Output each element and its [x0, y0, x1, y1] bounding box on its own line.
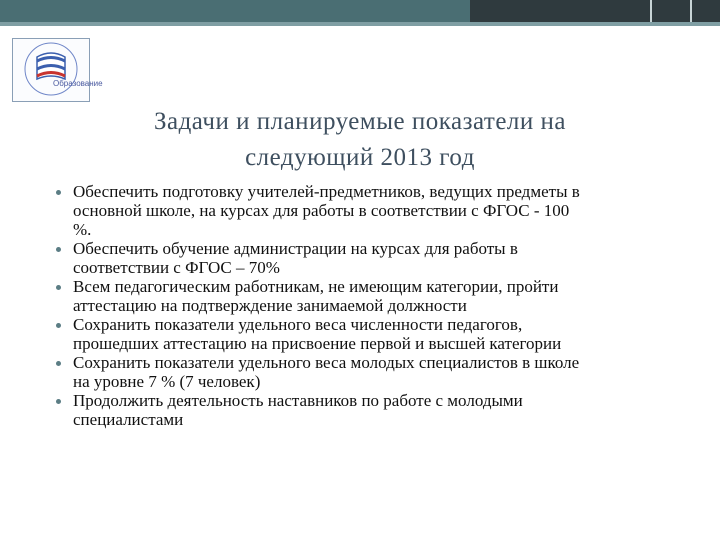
- bullet-item: [0, 315, 700, 353]
- slide-title-line: Задачи и планируемые показатели на: [153, 108, 567, 135]
- bullet-icon: [56, 247, 61, 252]
- header-tick: [690, 0, 692, 22]
- bullet-item: [0, 277, 700, 315]
- header-tick: [650, 0, 652, 22]
- bullet-text: специалистами: [73, 410, 184, 429]
- bullet-text: %.: [73, 220, 92, 239]
- bullet-icon: [56, 361, 61, 366]
- bullet-text: Обеспечить обучение администрации на курсах для работы в: [73, 239, 518, 258]
- bullet-item: [0, 182, 700, 239]
- bullet-list: [0, 182, 700, 429]
- logo-text: Образование: [53, 79, 103, 88]
- bullet-text: Обеспечить подготовку учителей-предметников, ведущих предметы в: [73, 182, 580, 201]
- bullet-text: на уровне 7 % (7 человек): [73, 372, 261, 391]
- bullet-text: Продолжить деятельность наставников по работе с молодыми: [73, 391, 523, 410]
- bullet-item: [0, 391, 700, 429]
- bullet-icon: [56, 323, 61, 328]
- bullet-text: прошедших аттестацию на присвоение первой и высшей категории: [73, 334, 562, 353]
- logo-icon: [13, 39, 89, 101]
- bullet-item: [0, 353, 700, 391]
- national-project-education-logo: [12, 38, 103, 102]
- bullet-icon: [56, 399, 61, 404]
- bullet-text: Всем педагогическим работникам, не имеющим категории, пройти: [73, 277, 559, 296]
- header-band-stripe: [0, 22, 720, 26]
- bullet-text: основной школе, на курсах для работы в соответствии с ФГОС - 100: [73, 201, 570, 220]
- bullet-item: [0, 239, 700, 277]
- bullet-icon: [56, 190, 61, 195]
- slide-title: [60, 104, 660, 176]
- bullet-text: аттестацию на подтверждение занимаемой должности: [73, 296, 467, 315]
- bullet-icon: [56, 285, 61, 290]
- bullet-text: Сохранить показатели удельного веса молодых специалистов в школе: [73, 353, 580, 372]
- slide-title-line: следующий 2013 год: [245, 144, 475, 171]
- bullet-text: соответствии с ФГОС – 70%: [73, 258, 280, 277]
- bullet-text: Сохранить показатели удельного веса численности педагогов,: [73, 315, 523, 334]
- header-band-dark: [470, 0, 720, 22]
